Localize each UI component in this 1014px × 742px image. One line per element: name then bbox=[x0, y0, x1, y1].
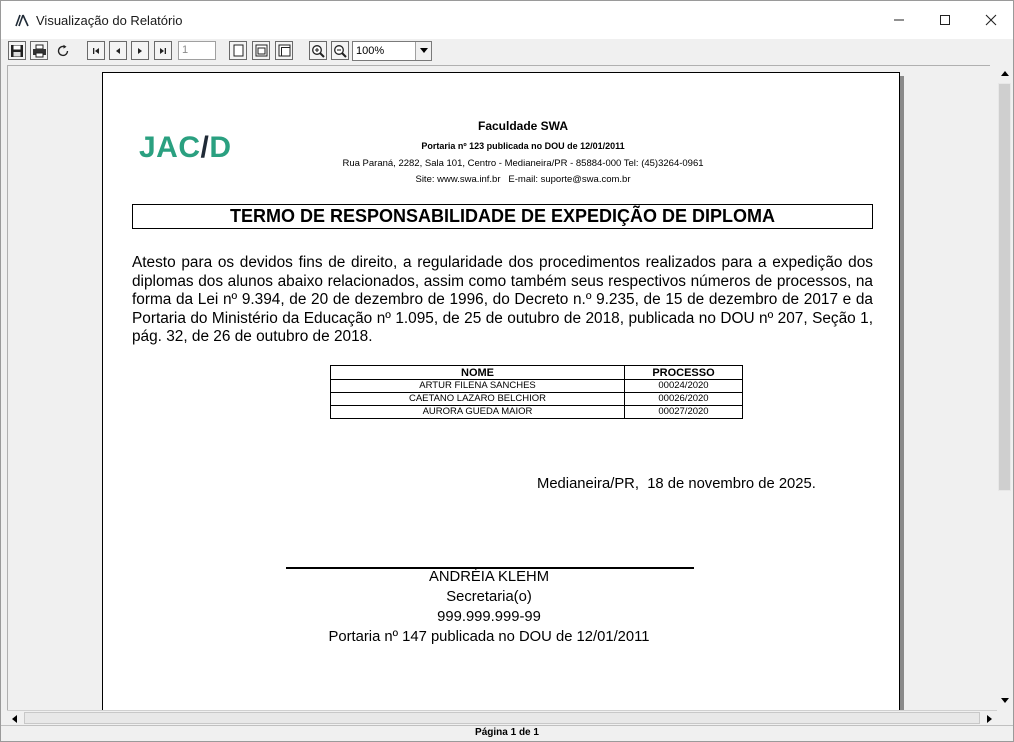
prev-page-button[interactable] bbox=[109, 41, 127, 60]
next-page-button[interactable] bbox=[131, 41, 149, 60]
arrow-up-icon bbox=[1001, 71, 1009, 76]
minimize-button[interactable] bbox=[876, 1, 922, 39]
toolbar bbox=[1, 39, 1013, 65]
process-number: 00024/2020 bbox=[625, 380, 743, 393]
student-name: AURORA GUEDA MAIOR bbox=[331, 406, 625, 419]
horizontal-scroll-thumb[interactable] bbox=[24, 712, 980, 724]
report-page bbox=[102, 72, 900, 711]
next-page-icon bbox=[135, 46, 145, 56]
minimize-icon bbox=[893, 14, 905, 26]
signer-role: Secretaria(o) bbox=[446, 589, 532, 605]
arrow-right-icon bbox=[987, 715, 992, 723]
student-name: ARTUR FILENA SANCHES bbox=[331, 380, 625, 393]
scroll-right-button[interactable] bbox=[982, 711, 997, 726]
first-page-button[interactable] bbox=[87, 41, 105, 60]
first-page-icon bbox=[91, 46, 101, 56]
last-page-icon bbox=[158, 46, 168, 56]
print-button[interactable] bbox=[30, 41, 48, 60]
process-number: 00026/2020 bbox=[625, 393, 743, 406]
prev-page-icon bbox=[113, 46, 123, 56]
horizontal-scrollbar[interactable] bbox=[7, 710, 997, 726]
close-icon bbox=[985, 14, 997, 26]
status-bar bbox=[1, 725, 1013, 742]
save-button[interactable] bbox=[8, 41, 26, 60]
zoom-value: 100% bbox=[356, 45, 385, 57]
attestation-text: Atesto para os devidos fins de direito, a regularidade dos procedimentos realizados para a expedição dos diplomas dos alunos abaixo relacionados, assim como também seus respectivos números de processos, na forma da Lei nº 9.394, de 20 de dezembro de 1996, do Decreto n.º 9.235, de 15 de dezembro de 2017 e da Portaria do Ministério da Educação nº 1.095, de 25 de outubro de 2018, publicada no DOU nº 207, Seção 1, pág. 32, de 26 de outubro de 2018. bbox=[132, 254, 873, 345]
place-and-date: Medianeira/PR, 18 de novembro de 2025. bbox=[537, 476, 816, 492]
column-header-name: NOME bbox=[331, 366, 625, 380]
zoom-out-icon bbox=[333, 44, 347, 58]
last-page-button[interactable] bbox=[154, 41, 172, 60]
save-icon bbox=[10, 44, 24, 58]
table-row bbox=[331, 406, 743, 419]
single-page-button[interactable] bbox=[229, 41, 247, 60]
app-logo-icon bbox=[15, 14, 29, 27]
table-row bbox=[331, 380, 743, 393]
report-preview-area bbox=[7, 65, 990, 711]
jacad-logo bbox=[139, 131, 232, 165]
column-header-process: PROCESSO bbox=[625, 366, 743, 380]
page-width-icon bbox=[255, 44, 268, 57]
two-pages-icon bbox=[278, 44, 291, 57]
two-pages-button[interactable] bbox=[275, 41, 293, 60]
table-header-row bbox=[331, 366, 743, 380]
scroll-down-button[interactable] bbox=[997, 693, 1013, 707]
zoom-in-button[interactable] bbox=[309, 41, 327, 60]
maximize-button[interactable] bbox=[922, 1, 968, 39]
scroll-left-button[interactable] bbox=[7, 711, 22, 726]
chevron-down-icon bbox=[420, 48, 428, 54]
student-name: CAETANO LAZARO BELCHIOR bbox=[331, 393, 625, 406]
document-title: TERMO DE RESPONSABILIDADE DE EXPEDIÇÃO DE DIPLOMA bbox=[132, 204, 873, 229]
dropdown-arrow[interactable] bbox=[415, 42, 431, 60]
logo-slash: / bbox=[200, 131, 210, 164]
zoom-select[interactable] bbox=[352, 41, 432, 61]
refresh-icon bbox=[56, 44, 70, 58]
institution-address: Rua Paraná, 2282, Sala 101, Centro - Medianeira/PR - 85884-000 Tel: (45)3264-0961 bbox=[342, 158, 704, 169]
signer-name: ANDRÉIA KLEHM bbox=[428, 569, 550, 585]
zoom-in-icon bbox=[311, 44, 325, 58]
title-bar bbox=[1, 1, 1013, 39]
institution-ordinance: Portaria nº 123 publicada no DOU de 12/01/2011 bbox=[421, 141, 625, 151]
students-table bbox=[330, 365, 743, 419]
vertical-scroll-thumb[interactable] bbox=[998, 83, 1011, 491]
scroll-up-button[interactable] bbox=[997, 66, 1013, 80]
process-number: 00027/2020 bbox=[625, 406, 743, 419]
close-button[interactable] bbox=[968, 1, 1014, 39]
signer-ordinance: Portaria nº 147 publicada no DOU de 12/01/2011 bbox=[328, 629, 650, 645]
page-info: Página 1 de 1 bbox=[475, 727, 539, 738]
arrow-left-icon bbox=[12, 715, 17, 723]
page-number-input[interactable]: 1 bbox=[178, 41, 216, 60]
signer-document: 999.999.999-99 bbox=[437, 609, 541, 625]
window-title: Visualização do Relatório bbox=[36, 13, 183, 28]
page-width-button[interactable] bbox=[252, 41, 270, 60]
page-icon bbox=[233, 44, 244, 57]
institution-site-email: Site: www.swa.inf.br E-mail: suporte@swa.com.br bbox=[415, 174, 631, 185]
institution-name: Faculdade SWA bbox=[477, 119, 569, 133]
refresh-button[interactable] bbox=[54, 41, 72, 60]
zoom-out-button[interactable] bbox=[331, 41, 349, 60]
logo-text-jac: JAC bbox=[139, 131, 201, 164]
table-row bbox=[331, 393, 743, 406]
maximize-icon bbox=[939, 14, 951, 26]
print-icon bbox=[32, 44, 47, 58]
vertical-scrollbar[interactable] bbox=[997, 65, 1013, 709]
logo-text-d: D bbox=[209, 131, 232, 164]
arrow-down-icon bbox=[1001, 698, 1009, 703]
